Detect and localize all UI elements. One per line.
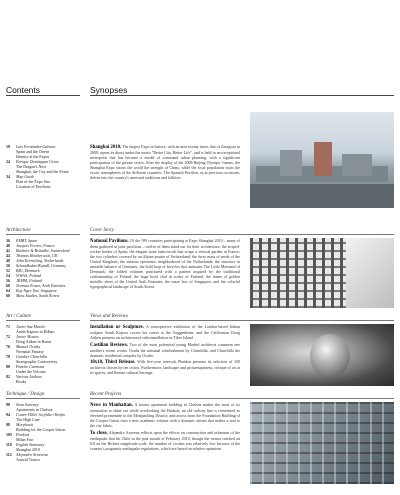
contents-heading: Contents bbox=[6, 85, 41, 95]
section-rule bbox=[90, 320, 394, 321]
section-title-art-culture: Art / Culture bbox=[6, 314, 32, 319]
header-rule-left bbox=[6, 95, 80, 96]
toc-section-art bbox=[6, 324, 80, 384]
synopsis-shanghai: Shanghai 2010. The largest Expo in history, with an area twenty times that of Zaragoza in 2008, opens its doors under the motto "Better City, Better Life", and is held in an exceptional metropolis that has become a model of command urban planning, with a significant participation of the private sector. After the display of the 2008 Beijing Olympic Games, the Shanghai Expo shows the world the strength of China, while the local population visits the exotic atmospheres of the different countries. The Spanish Pavilion, as in previous occasions, delves into the country's ancestral traditions and folklore. bbox=[90, 144, 240, 180]
synopsis-recent-projects: News in Manhattan. A luxury apartment building in Chelsea makes the most of its orientation to shine out while overlooking the Hudson; an old railway line is reinvented as elevated promenade in the Meatpacking District; and across from the Foundation Building of the Cooper Union rises a new academic volume with a dynamic atrium that makes a nod to the city fabric. To close, Alejandro Aravena reflects upon the effects on construction and urbanism of the earthquake that hit Chile in the past month of February 2010; though the tremor reached an 8.8 on the Richter magnitude scale, the number of victims was relatively low because of the country's pragmatic earthquake regulations, which are based on relative optimism. bbox=[90, 402, 240, 451]
toc-entry: 24 Enrique Domínguez Uceta The Dragon's Nest Shanghai, the City and the Event bbox=[6, 159, 69, 174]
section-title-technique: Technique / Design bbox=[6, 392, 45, 397]
shanghai-expo-photo bbox=[250, 112, 394, 208]
toc-entry: 19 Luis Fernández-Galiano Spain and the Orient Identity at the Expos bbox=[6, 144, 56, 159]
toc-entry: 34 Map Guide Plan of the Expo Site Location of Pavilions bbox=[6, 174, 51, 189]
toc-entry: 112 Alejandro Arravena Austral Tronco bbox=[6, 452, 48, 462]
toc-section-intro bbox=[6, 144, 80, 189]
toc-entry: 94 Comer-Diller Scofidio+Renfro The High Line bbox=[6, 412, 66, 422]
pavilion-lattice-photo bbox=[250, 238, 394, 308]
toc-entry: 105 Predock Milan Fair bbox=[6, 432, 33, 442]
toc-section-architecture bbox=[6, 238, 80, 298]
synopsis-national-pavilions: National Pavilions. Of the 189 countries participating at Expo Shanghai 2010 – many of them gathered in joint pavilions – twelve of them stand out for their architecture: the striped-wicker basket of Spain; the elegant stone latticework that wraps a vertical garden in France; the two cylinders covered by an Alpine prairie of Switzerland; the furry mass of seeds of the United Kingdom; the sinuous optimistic neighborhood of the Netherlands; the structure in unstable balance of Germany; the bold loop of bicycles that animates The Little Mermaid of Denmark; the folded volumes punctured with a pattern inspired by the traditional craftsmanship of Poland; the huge bowl clad in scales of Finland; the dunes of golden metallic sheet of the United Arab Emirates; the maze box of Singapore; and the colorful typographical landscape of South Korea. bbox=[90, 238, 240, 289]
toc-entry: 56 JKMM, Finland bbox=[6, 278, 42, 283]
section-rule bbox=[6, 398, 80, 399]
section-rule bbox=[6, 320, 80, 321]
toc-entry: 64 Kay Ngee Tan, Singapore bbox=[6, 288, 57, 293]
toc-entry: 66 Mass Studies, South Korea bbox=[6, 293, 59, 298]
toc-entry: 44 Thomas Heatherwick, UK bbox=[6, 253, 58, 258]
toc-entry: 90 Sean Sweeney Apartments in Chelsea bbox=[6, 402, 53, 412]
toc-entry: 52 BIG, Denmark bbox=[6, 268, 40, 273]
toc-entry: 76 Manuel Ocaña Neonatal Fantasy bbox=[6, 344, 44, 354]
toc-entry: 72 Javier Montes Doug Aitken in Rome bbox=[6, 334, 52, 344]
toc-entry: 36 EMBT, Spain bbox=[6, 238, 38, 243]
toc-entry: 82 Various Authors Books bbox=[6, 374, 42, 384]
toc-entry: 40 Jacques Ferrier, France bbox=[6, 243, 55, 248]
header-rule-right bbox=[90, 95, 394, 96]
toc-entry: 110 English Summary Shanghai 2010 bbox=[6, 442, 45, 452]
section-title-architecture: Architecture bbox=[6, 228, 31, 233]
apartment-facade-photo bbox=[250, 402, 394, 484]
toc-entry: 71 Javier Saz Martín Anish Kapoor in Bilbao bbox=[6, 324, 55, 334]
sculpture-photo bbox=[250, 324, 394, 386]
toc-section-technique bbox=[6, 402, 80, 462]
toc-entry: 42 Buchner & Bründler, Switzerland bbox=[6, 248, 70, 253]
section-rule bbox=[6, 234, 80, 235]
toc-entry: 50 Schmidhuber/Kaindl, Germany bbox=[6, 263, 66, 268]
synopsis-views-reviews: Installation or Sculpture. A retrospective exhibition of the London-based Indian sculptor Anish Kapoor covers his career at the Guggenheim; and the Californian Doug Aitken presents an architectural videoinstallation in Tiber Island. Castilian Reviews. Two of the most polemical young Madrid architects comment one another's recent works: Ocaña the artisanal refurbishment by Chinchilla, and Chinchilla the dramatic residential complex by Ocaña. 10x10, Third Release. With five-year intervals Phaidon presents its selection of 100 architects chosen by ten critics. Furthermore, landscape and picturesqueness, critique of art at its spaces, and Iberian cultural heritage. bbox=[90, 324, 241, 375]
synopses-heading: Synopses bbox=[90, 85, 128, 95]
toc-entry: 78 Gunther Chinchilla Stratigraphic Controversy bbox=[6, 354, 58, 364]
section-rule bbox=[90, 234, 394, 235]
toc-entry: 48 John Körmeling, Netherlands bbox=[6, 258, 64, 263]
toc-entry: 80 Pancho Carmona Under the Volcano bbox=[6, 364, 46, 374]
section-title-recent-projects: Recent Projects bbox=[90, 392, 122, 397]
section-title-cover-story: Cover Story bbox=[90, 228, 115, 233]
toc-entry: 60 Norman Foster, Arab Emirates bbox=[6, 283, 66, 288]
toc-entry: 54 WWAA, Poland bbox=[6, 273, 41, 278]
toc-entry: 98 Morphosis Building for the Cooper Union bbox=[6, 422, 66, 432]
section-rule bbox=[90, 398, 394, 399]
section-title-views-reviews: Views and Reviews bbox=[90, 314, 128, 319]
